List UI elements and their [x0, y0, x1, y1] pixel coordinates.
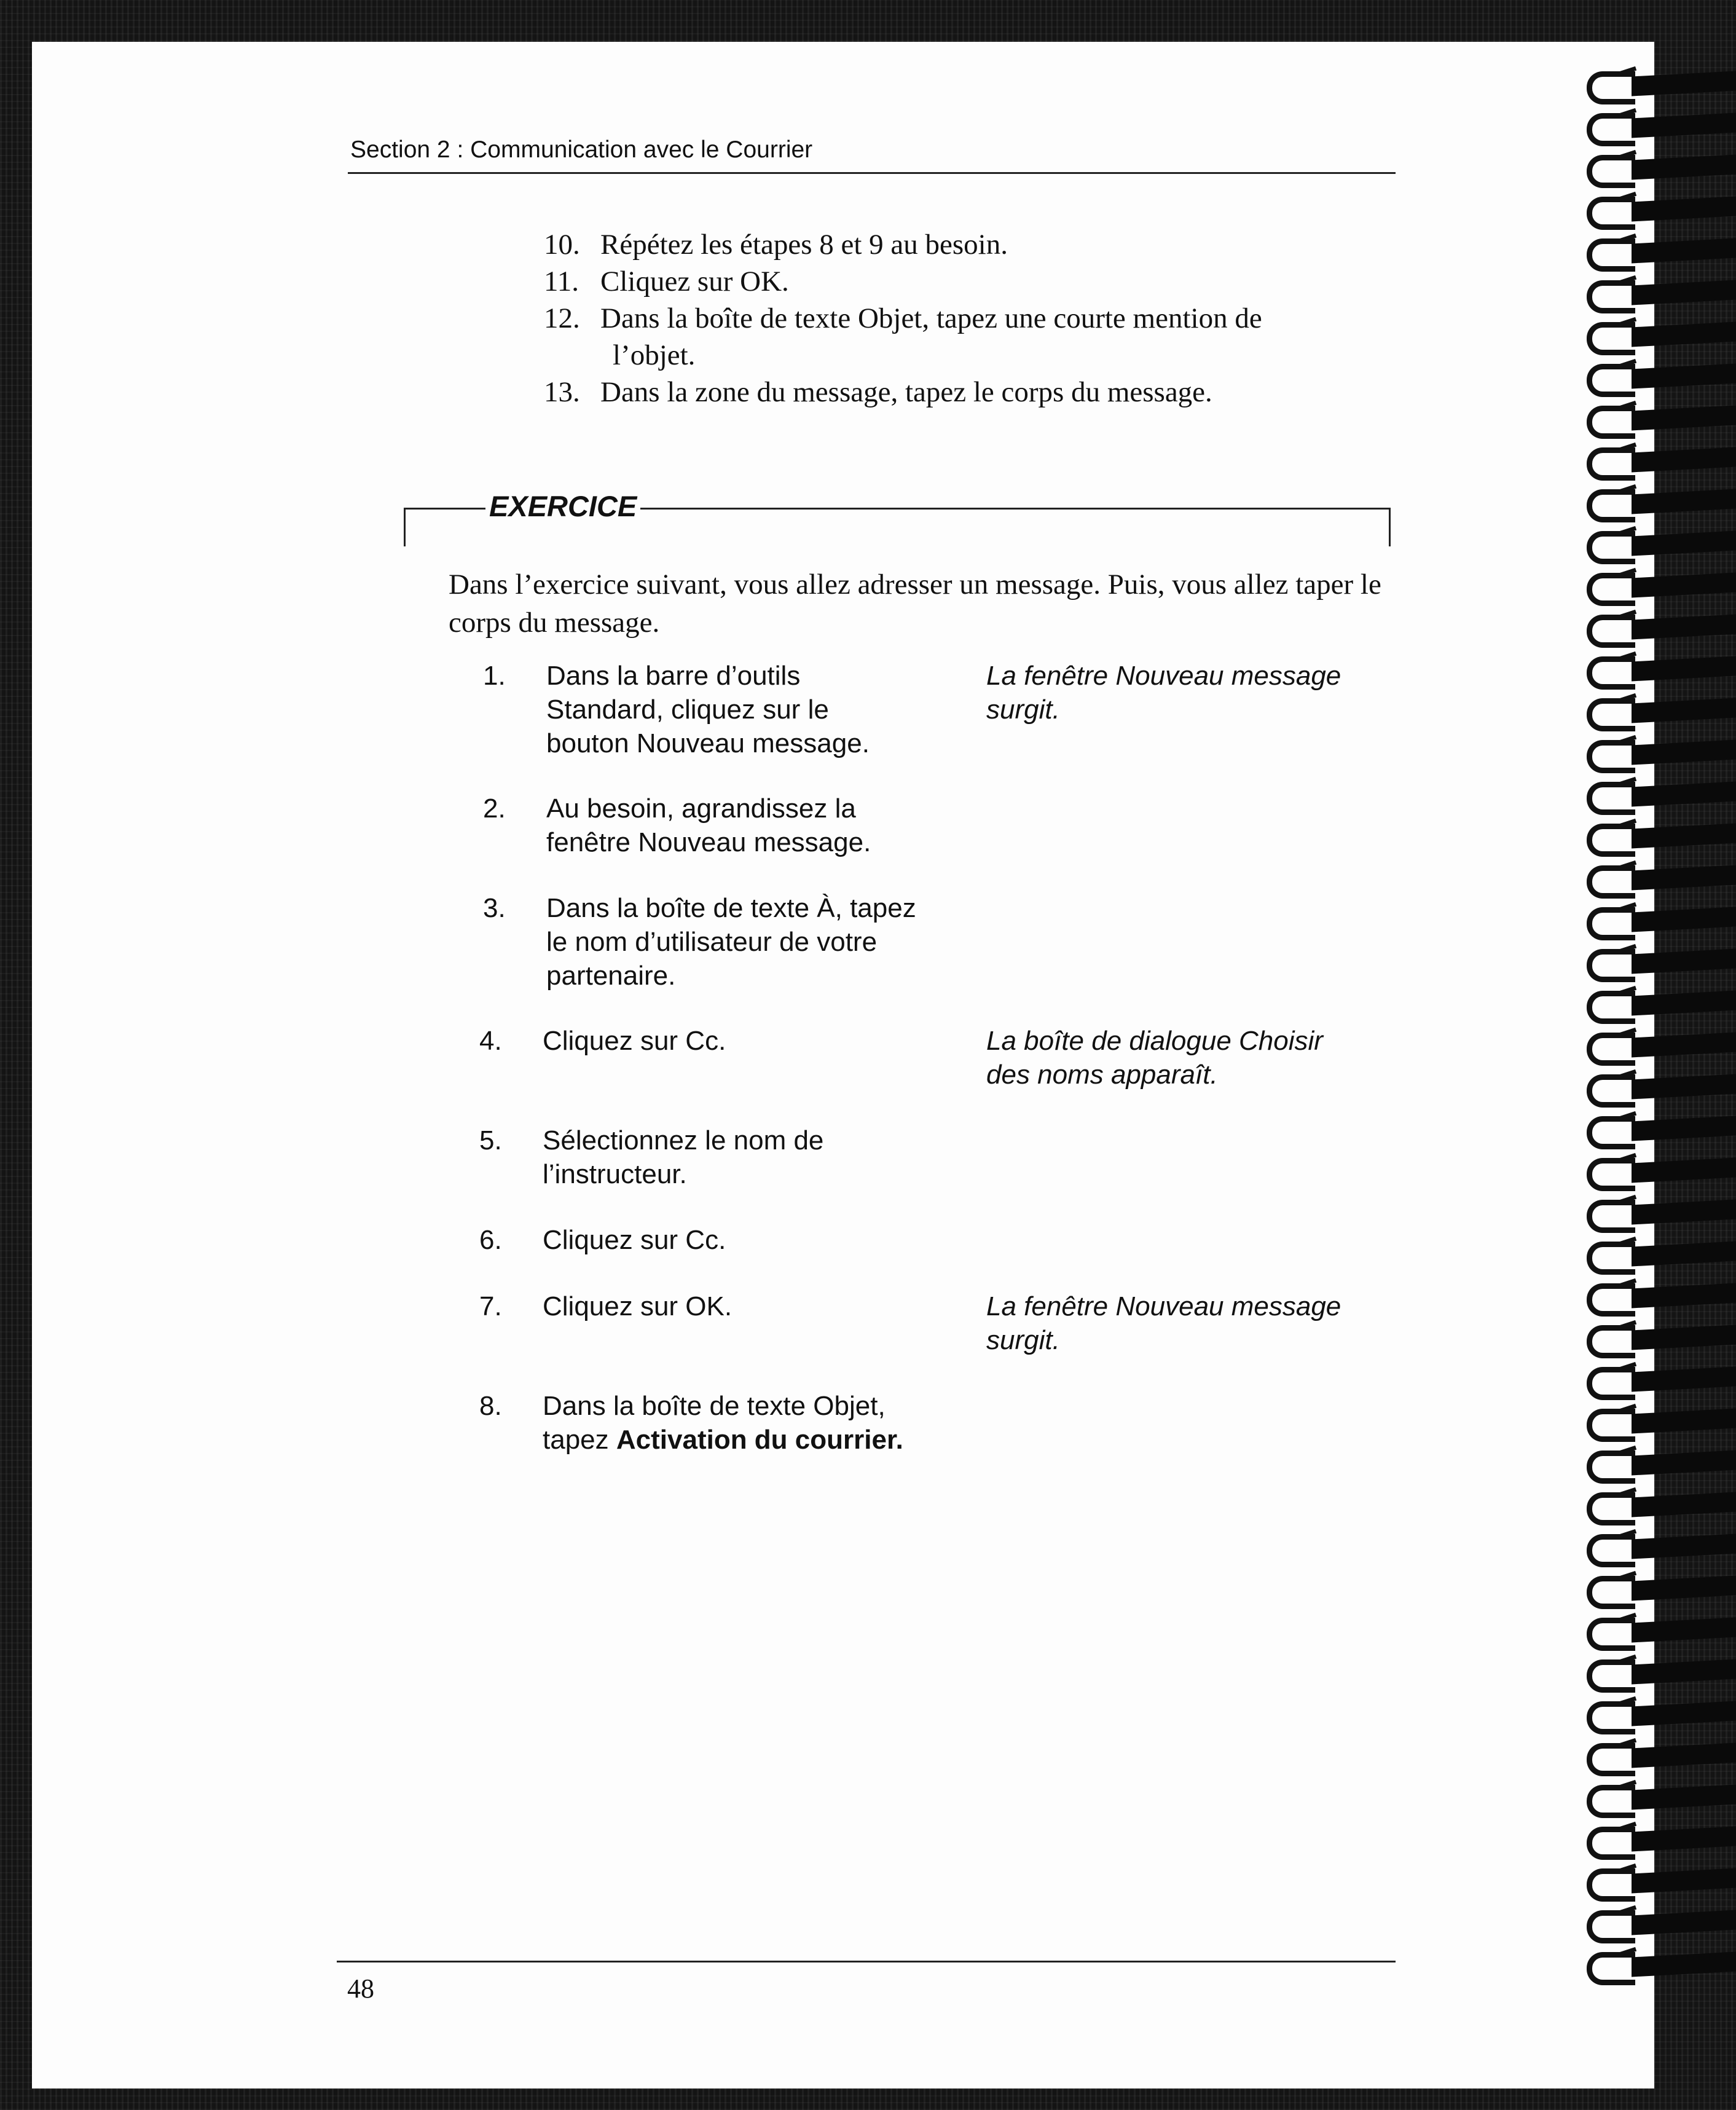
- step-text: [546, 792, 989, 859]
- step-text: Répétez les étapes 8 et 9 au besoin.: [600, 229, 1008, 261]
- step-line: Cliquez sur Cc.: [543, 1225, 726, 1255]
- spiral-coil: [1573, 1656, 1736, 1687]
- spiral-coil: [1573, 444, 1736, 474]
- spiral-coil: [1573, 151, 1736, 182]
- step-line: Dans la boîte de texte Objet,: [543, 1391, 886, 1421]
- step-number: 8.: [479, 1391, 502, 1421]
- spiral-coil: [1573, 945, 1736, 976]
- note-line: surgit.: [986, 1325, 1060, 1355]
- spiral-coil: [1573, 1572, 1736, 1603]
- exercise-intro: Dans l’exercice suivant, vous allez adresser un message. Puis, vous allez taper le corps du message.: [449, 569, 1381, 639]
- step-text: [543, 1223, 985, 1257]
- spiral-coil: [1573, 318, 1736, 349]
- spiral-coil: [1573, 1321, 1736, 1352]
- spiral-coil: [1573, 1739, 1736, 1770]
- exercise-title: EXERCICE: [485, 489, 640, 523]
- spiral-coil: [1573, 1907, 1736, 1937]
- step-number: 1.: [483, 661, 506, 691]
- spiral-coil: [1573, 820, 1736, 851]
- step-line: Sélectionnez le nom de: [543, 1125, 824, 1155]
- step-text: Cliquez sur OK.: [600, 266, 789, 297]
- spiral-coil: [1573, 360, 1736, 391]
- note-line: surgit.: [986, 695, 1060, 725]
- step-number: 5.: [479, 1125, 502, 1155]
- spiral-coil: [1573, 235, 1736, 266]
- note-line: des noms apparaît.: [986, 1060, 1218, 1090]
- step-number: 2.: [483, 793, 506, 824]
- step-result-note: [986, 1289, 1404, 1357]
- spiral-coil: [1573, 569, 1736, 600]
- step-continuation: l’objet.: [613, 339, 696, 371]
- footer-rule: [337, 1961, 1396, 1962]
- step-number: 10.: [544, 229, 580, 261]
- step-text: [546, 891, 989, 993]
- spiral-coil: [1573, 1238, 1736, 1269]
- header-rule: [348, 172, 1396, 174]
- spiral-coil: [1573, 987, 1736, 1018]
- note-line: La fenêtre Nouveau message: [986, 661, 1341, 691]
- spiral-coil: [1573, 1196, 1736, 1227]
- spiral-coil: [1573, 1489, 1736, 1519]
- step-line: fenêtre Nouveau message.: [546, 827, 871, 857]
- step-line: l’instructeur.: [543, 1159, 687, 1189]
- spiral-coil: [1573, 653, 1736, 683]
- step-line: Cliquez sur OK.: [543, 1291, 732, 1321]
- spiral-coil: [1573, 1698, 1736, 1728]
- spiral-coil: [1573, 1154, 1736, 1185]
- step-line: partenaire.: [546, 961, 676, 991]
- spiral-coil: [1573, 1781, 1736, 1812]
- step-line: Au besoin, agrandissez la: [546, 793, 856, 824]
- spiral-coil: [1573, 109, 1736, 140]
- step-number: 7.: [479, 1291, 502, 1321]
- spiral-coil: [1573, 862, 1736, 892]
- list-item: [544, 300, 1262, 337]
- step-text: [543, 1124, 985, 1191]
- spiral-coil: [1573, 1112, 1736, 1143]
- spiral-coil: [1573, 611, 1736, 642]
- page-number: 48: [347, 1974, 374, 2004]
- step-number: 3.: [483, 893, 506, 923]
- step-text: Dans la zone du message, tapez le corps du message.: [600, 376, 1212, 408]
- spiral-coil: [1573, 486, 1736, 516]
- list-item: [544, 374, 1262, 411]
- step-number: 4.: [479, 1026, 502, 1056]
- top-steps-list: [544, 226, 1262, 411]
- spiral-coil: [1573, 277, 1736, 307]
- step-line: Dans la barre d’outils: [546, 661, 801, 691]
- list-item: [544, 226, 1262, 263]
- step-text: [543, 1024, 985, 1058]
- note-line: La fenêtre Nouveau message: [986, 1291, 1341, 1321]
- spiral-binding: [1573, 68, 1736, 2090]
- step-text: [543, 1389, 985, 1457]
- spiral-coil: [1573, 1029, 1736, 1060]
- spiral-coil: [1573, 1823, 1736, 1854]
- step-line: tapez Activation du courrier.: [543, 1425, 903, 1455]
- note-line: La boîte de dialogue Choisir: [986, 1026, 1323, 1056]
- spiral-coil: [1573, 1363, 1736, 1394]
- step-number: 11.: [544, 266, 579, 297]
- bold-text: Activation du courrier.: [616, 1425, 903, 1455]
- step-text: Dans la boîte de texte Objet, tapez une courte mention de: [600, 302, 1262, 334]
- spiral-coil: [1573, 1071, 1736, 1101]
- step-result-note: [986, 659, 1404, 726]
- section-header: Section 2 : Communication avec le Courrier: [350, 136, 813, 163]
- spiral-coil: [1573, 695, 1736, 725]
- spiral-coil: [1573, 1447, 1736, 1478]
- spiral-coil: [1573, 1865, 1736, 1895]
- spiral-coil: [1573, 736, 1736, 767]
- step-line: Dans la boîte de texte À, tapez: [546, 893, 916, 923]
- step-number: 12.: [544, 302, 580, 334]
- spiral-coil: [1573, 193, 1736, 224]
- spiral-coil: [1573, 1948, 1736, 1979]
- spiral-coil: [1573, 1614, 1736, 1645]
- step-line: le nom d’utilisateur de votre: [546, 927, 878, 957]
- spiral-coil: [1573, 527, 1736, 558]
- spiral-coil: [1573, 778, 1736, 809]
- step-text: [543, 1289, 985, 1323]
- step-text: [546, 659, 989, 760]
- spiral-coil: [1573, 1405, 1736, 1436]
- step-number: 6.: [479, 1225, 502, 1255]
- spiral-coil: [1573, 402, 1736, 433]
- step-line: Standard, cliquez sur le: [546, 695, 829, 725]
- step-line: Cliquez sur Cc.: [543, 1026, 726, 1056]
- spiral-coil: [1573, 1280, 1736, 1310]
- step-line: bouton Nouveau message.: [546, 728, 870, 758]
- spiral-coil: [1573, 903, 1736, 934]
- step-number: 13.: [544, 376, 580, 408]
- spiral-coil: [1573, 68, 1736, 98]
- step-result-note: [986, 1024, 1404, 1092]
- spiral-coil: [1573, 1530, 1736, 1561]
- list-item: [544, 263, 1262, 300]
